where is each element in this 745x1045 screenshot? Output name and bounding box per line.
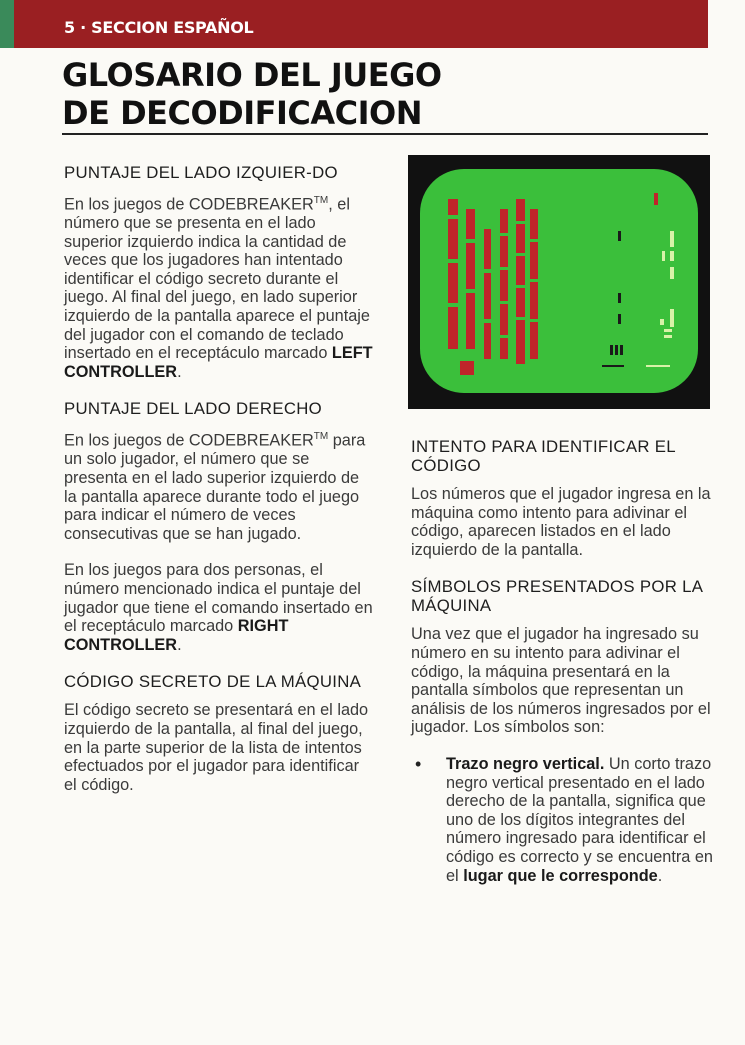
section-label: 5 · SECCION ESPAÑOL: [64, 18, 254, 37]
left-column: [64, 163, 374, 812]
symbol-list: [411, 755, 716, 885]
title-divider: [62, 133, 708, 135]
black-symbols: [602, 231, 624, 367]
tv-screen: [420, 169, 698, 393]
digit-gap: [466, 239, 475, 243]
black-mark: [610, 345, 613, 355]
trademark-sup: TM: [313, 431, 329, 443]
section-title-right-score: PUNTAJE DEL LADO DERECHO: [64, 399, 323, 419]
black-mark: [618, 293, 621, 303]
light-mark: [660, 319, 664, 325]
left-score-paragraph: [64, 192, 374, 381]
page-title-line2: DE DECODIFICACION: [62, 94, 423, 132]
digit-gap: [500, 301, 508, 304]
trademark-sup: TM: [313, 195, 329, 206]
light-mark: [670, 231, 674, 247]
text-run: En los juegos para dos personas, el número mencionado indica el puntaje del jugador que tiene el comando insertado en el receptáculo marcado: [64, 561, 373, 636]
digit-gap: [448, 303, 458, 307]
text-run: En los juegos de CODEBREAKER: [64, 431, 314, 450]
digit-gap: [484, 269, 491, 273]
symbol-emphasis: lugar que le corresponde: [463, 866, 658, 885]
light-mark: [662, 251, 665, 261]
left-controller-term: LEFT CONTROLLER: [64, 344, 373, 381]
light-mark: [670, 309, 674, 327]
text-run: En los juegos de CODEBREAKER: [64, 195, 314, 214]
section-title-left-score: PUNTAJE DEL LADO IZQUIER-DO: [64, 163, 338, 182]
section-title-code-attempt: INTENTO PARA IDENTIFICAR EL CÓDIGO: [411, 437, 676, 475]
digit-gap: [516, 221, 525, 224]
black-line: [602, 365, 624, 367]
digit-column: [448, 199, 458, 349]
text-run: .: [177, 362, 182, 381]
digit-gap: [516, 253, 525, 256]
digit-gap: [530, 279, 538, 282]
digit-column: [530, 209, 538, 359]
page-title-line1: GLOSARIO DEL JUEGO: [62, 56, 442, 94]
list-item: [411, 755, 716, 885]
section-title-secret-code: CÓDIGO SECRETO DE LA MÁQUINA: [64, 672, 362, 692]
section-title-machine-symbols: SÍMBOLOS PRESENTADOS POR LA MÁQUINA: [411, 577, 703, 616]
digit-gap: [500, 233, 508, 236]
code-attempt-paragraph: Los números que el jugador ingresa en la máquina como intento para adivinar el código, aparecen listados en el lado izquierdo de la pantalla.: [411, 485, 711, 559]
text-run: Un corto trazo negro vertical presentado en el lado derecho de la pantalla, significa que uno de los dígitos integrantes del número ingresado para identificar el código es correcto y se encuentra en el: [446, 754, 713, 885]
text-run: .: [657, 866, 663, 885]
right-score-paragraph-1: [64, 428, 374, 543]
digit-gap: [448, 259, 458, 263]
bullet-icon: •: [415, 753, 422, 774]
light-mark: [664, 329, 672, 332]
digit-gap: [516, 317, 525, 320]
digit-gap: [500, 335, 508, 338]
digit-gap: [466, 289, 475, 293]
black-mark: [618, 231, 621, 241]
text-run: .: [177, 635, 182, 654]
secret-code-paragraph: El código secreto se presentará en el lado izquierdo de la pantalla, al final del juego, en la parte superior de la lista de intentos efectuados por el jugador para identificar el código.: [64, 701, 369, 794]
score-digit: [654, 193, 658, 205]
black-mark: [620, 345, 623, 355]
digit-gap: [530, 239, 538, 242]
right-controller-term: RIGHT CONTROLLER: [64, 617, 289, 654]
digit-column: [466, 209, 475, 349]
header-edge-stripe: [0, 0, 14, 48]
digit-gap: [484, 319, 491, 323]
game-screen-art: [420, 169, 698, 393]
symbol-term: Trazo negro vertical.: [446, 754, 605, 773]
text-run: , el número que se presenta en el lado superior izquierdo indica la cantidad de veces que los jugadores han intentado identificar el código secreto durante el juego. Al final del juego, en lado superior izquierdo de la pantalla aparece el puntaje del jugador con el comando de teclado insertado en el receptáculo marcado: [64, 195, 370, 363]
digit-block: [460, 361, 474, 375]
light-mark: [664, 335, 672, 338]
black-mark: [615, 345, 618, 355]
light-mark: [670, 251, 674, 261]
text-run: para un solo jugador, el número que se presenta en el lado superior izquierdo de la pantalla aparece durante todo el juego para indicar el número de veces consecutivas que se han jugado.: [64, 431, 366, 543]
right-column: [411, 437, 716, 885]
machine-symbols-paragraph: Una vez que el jugador ha ingresado su número en su intento para adivinar el código, la máquina presentará en la pantalla símbolos que representan un análisis de los números ingresados por el jugador. Los símbolos son:: [411, 625, 711, 737]
black-mark: [618, 314, 621, 324]
right-score-paragraph-2: [64, 561, 374, 654]
digit-gap: [500, 267, 508, 270]
digit-column: [484, 229, 491, 359]
light-mark: [670, 267, 674, 279]
digit-gap: [516, 285, 525, 288]
light-symbols: [646, 231, 674, 367]
page-title: [62, 56, 442, 132]
game-screenshot: [408, 155, 710, 409]
digit-gap: [448, 215, 458, 219]
light-line: [646, 365, 670, 367]
digit-gap: [530, 319, 538, 322]
